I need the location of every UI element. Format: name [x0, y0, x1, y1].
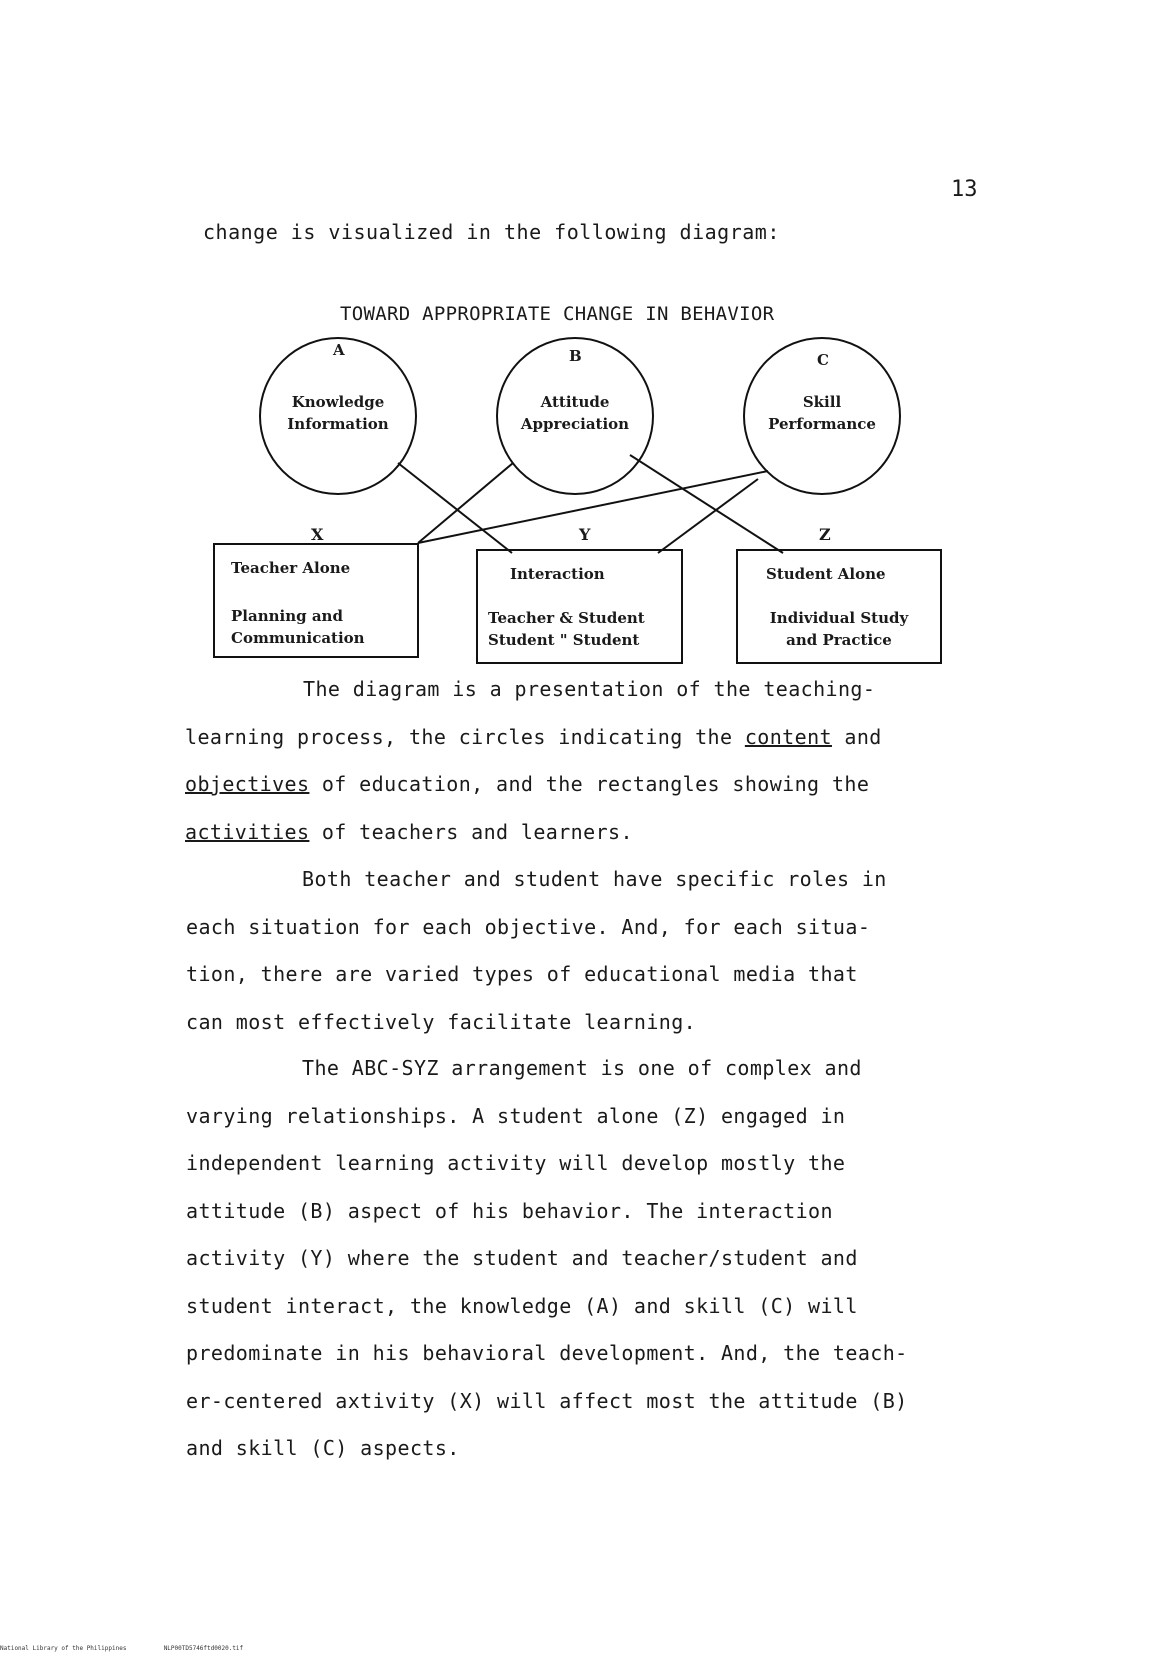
circle-a-line1: Knowledge	[291, 393, 385, 411]
paragraph-2-line3: tion, there are varied types of educational media that	[186, 962, 858, 986]
footer-library: National Library of the Philippines	[0, 1645, 127, 1652]
connector-b-x	[418, 463, 513, 543]
p1-line4-post: of teachers and learners.	[309, 819, 633, 844]
circle-c-letter: C	[817, 351, 829, 369]
circle-c-line1: Skill	[802, 393, 842, 411]
rect-x-heading: Teacher Alone	[231, 559, 351, 577]
rect-x-line2: Communication	[231, 629, 365, 647]
paragraph-1-line3	[185, 761, 882, 809]
paragraph-3-line6: student interact, the knowledge (A) and skill (C) will	[186, 1293, 858, 1318]
circle-a-text	[261, 391, 415, 435]
paragraph-2	[186, 856, 887, 1046]
circle-a-letter: A	[333, 341, 345, 359]
rect-y-body	[488, 607, 645, 651]
scan-footer	[0, 1645, 243, 1652]
circle-c-text	[745, 391, 899, 435]
p1-line2-post: and	[831, 724, 882, 749]
circle-b	[496, 337, 654, 495]
paragraph-3-line9: and skill (C) aspects.	[186, 1436, 460, 1460]
rect-z-heading: Student Alone	[766, 565, 886, 583]
paragraph-3-line3: independent learning activity will develop mostly the	[186, 1151, 846, 1175]
connector-a-z	[398, 463, 512, 553]
circle-c	[743, 337, 901, 495]
paragraph-3-line1: The ABC-SYZ arrangement is one of complex and	[302, 1056, 862, 1080]
paragraph-3-line5: activity (Y) where the student and teacher/student and	[186, 1246, 858, 1270]
rect-z-line2: and Practice	[786, 631, 892, 649]
rect-z-letter: Z	[819, 525, 831, 544]
paragraph-1-line2	[185, 714, 882, 762]
circle-c-line2: Performance	[768, 415, 876, 433]
paragraph-3-line7: predominate in his behavioral development. And, the teach-	[186, 1341, 908, 1365]
paragraph-1-line4	[185, 809, 882, 857]
rect-y	[476, 549, 683, 664]
rect-x	[213, 543, 419, 658]
p1-content-underlined: content	[744, 724, 832, 749]
paragraph-3-line2: varying relationships. A student alone (Z) engaged in	[186, 1103, 846, 1128]
paragraph-2-line1: Both teacher and student have specific roles in	[302, 867, 887, 891]
lead-line: change is visualized in the following diagram:	[203, 220, 780, 244]
paragraph-2-line4: can most effectively facilitate learning.	[186, 1009, 697, 1034]
paragraph-3-line8: er-centered axtivity (X) will affect most the attitude (B)	[186, 1388, 908, 1413]
rect-y-line1: Teacher & Student	[488, 609, 645, 627]
rect-x-letter: X	[311, 525, 324, 544]
page-number: 13	[951, 177, 978, 202]
rect-x-body	[231, 605, 365, 649]
rect-z	[736, 549, 942, 664]
rect-z-line1: Individual Study	[769, 609, 909, 627]
paragraph-2-line2: each situation for each objective. And, for each situa-	[186, 914, 871, 939]
paragraph-1	[185, 666, 882, 856]
paragraph-3-line4: attitude (B) aspect of his behavior. The interaction	[186, 1198, 833, 1223]
connector-b-z	[630, 455, 783, 553]
circle-a	[259, 337, 417, 495]
circle-b-line2: Appreciation	[520, 415, 630, 433]
rect-y-letter: Y	[579, 525, 591, 544]
p1-line2-pre: learning process, the circles indicating the	[185, 724, 745, 749]
circle-b-text	[498, 391, 652, 435]
circle-a-line2: Information	[287, 415, 389, 433]
paragraph-3	[186, 1045, 908, 1473]
rect-z-body	[738, 607, 940, 651]
p1-activities-underlined: activities	[185, 819, 310, 844]
rect-x-line1: Planning and	[231, 607, 343, 625]
circle-b-letter: B	[569, 347, 582, 365]
rect-y-line2: Student " Student	[488, 631, 640, 649]
circle-b-line1: Attitude	[540, 393, 610, 411]
diagram-title: TOWARD APPROPRIATE CHANGE IN BEHAVIOR	[340, 303, 775, 325]
p1-line3-post: of education, and the rectangles showing the	[309, 772, 870, 796]
paragraph-1-line1: The diagram is a presentation of the teaching-	[303, 677, 876, 701]
p1-objectives-underlined: objectives	[185, 772, 310, 796]
rect-y-heading: Interaction	[510, 565, 605, 583]
footer-file: NLP00TD5746ftd0020.tif	[163, 1645, 244, 1652]
